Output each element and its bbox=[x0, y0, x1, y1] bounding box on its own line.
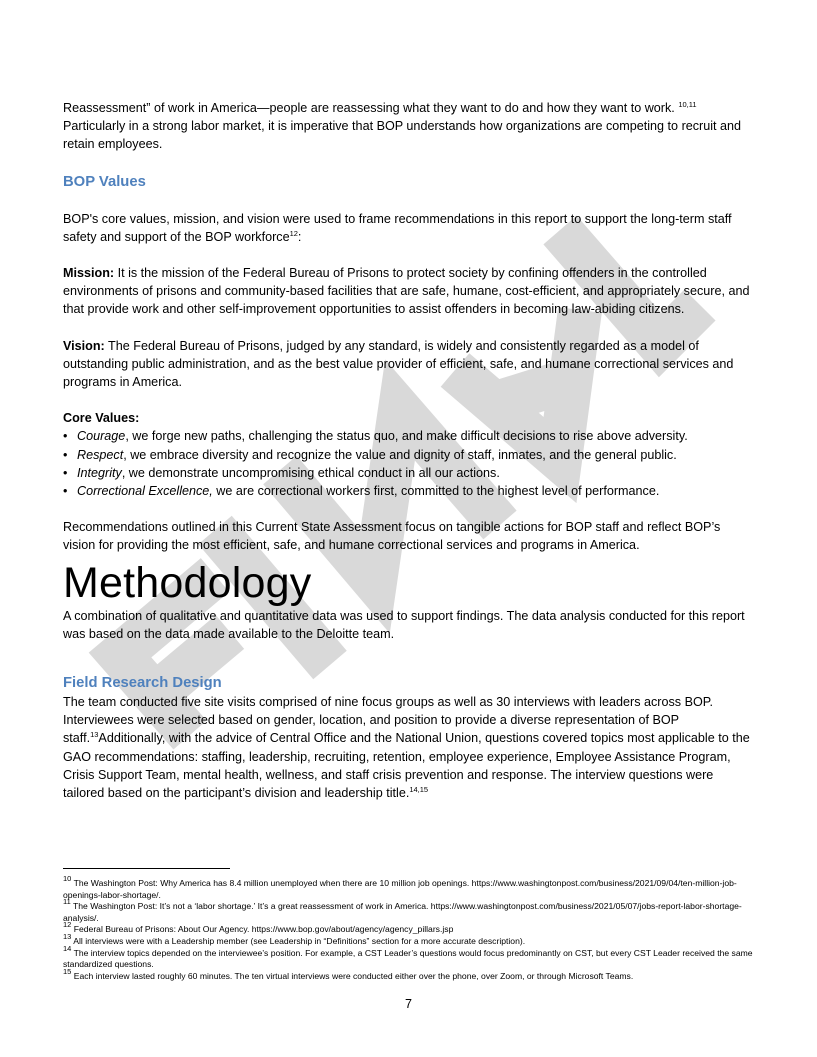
intro-rest: Particularly in a strong labor market, it is imperative that BOP understands how organizations are competing to recruit and retain employees. bbox=[63, 119, 742, 152]
footnote bbox=[63, 966, 753, 983]
vision-paragraph bbox=[63, 337, 753, 392]
bullet-icon: • bbox=[63, 484, 68, 499]
vision-text: The Federal Bureau of Prisons, judged by any standard, is widely and consistently regarded as a model of outstanding public administration, and as the best value provider of efficient, safe, and humane correctional services and programs in America. bbox=[63, 338, 734, 390]
bullet-icon: • bbox=[63, 447, 68, 462]
footnote bbox=[63, 874, 753, 901]
footnote-ref: 14,15 bbox=[409, 785, 429, 795]
value-term: Integrity bbox=[77, 465, 122, 480]
footnote bbox=[63, 920, 753, 936]
methodology-heading: Methodology bbox=[63, 558, 312, 607]
value-text: , we embrace diversity and recognize the value and dignity of staff, inmates, and the general public. bbox=[123, 447, 677, 462]
bop-values-heading: BOP Values bbox=[63, 173, 146, 190]
bop-values-intro-end: : bbox=[297, 229, 302, 244]
footnote-number: 13 bbox=[63, 931, 72, 941]
field-research-heading: Field Research Design bbox=[63, 675, 222, 692]
field-research-paragraph bbox=[63, 693, 753, 802]
core-values-label: Core Values: bbox=[63, 411, 140, 426]
list-item bbox=[63, 482, 753, 500]
bullet-icon: • bbox=[63, 465, 68, 480]
footnote-ref: 12 bbox=[289, 228, 298, 238]
vision-label: Vision: bbox=[63, 338, 105, 353]
list-item bbox=[63, 446, 753, 464]
value-text: , we demonstrate uncompromising ethical conduct in all our actions. bbox=[121, 465, 500, 480]
footnote-number: 14 bbox=[63, 943, 72, 953]
mission-label: Mission: bbox=[63, 266, 115, 281]
methodology-paragraph: A combination of qualitative and quantitative data was used to support findings. The data analysis conducted for this report was based on the data made available to the Deloitte team. bbox=[63, 608, 745, 641]
bop-values-intro bbox=[63, 210, 753, 246]
value-term: Respect bbox=[77, 447, 124, 462]
bullet-icon: • bbox=[63, 429, 68, 444]
footnote-number: 15 bbox=[63, 966, 72, 976]
footnote-text: Federal Bureau of Prisons: About Our Agency. https://www.bop.gov/about/agency/agency_pillars.jsp bbox=[73, 924, 454, 935]
footnote bbox=[63, 897, 753, 924]
value-text: we are correctional workers first, committed to the highest level of performance. bbox=[212, 484, 660, 499]
footnote-text: The Washington Post: It’s not a ‘labor shortage.’ It’s a great reassessment of work in America. https://www.washingtonpost.com/business/2021/05/07/jobs-report-labor-shortage-analysis/. bbox=[63, 901, 742, 923]
value-term: Correctional Excellence, bbox=[77, 484, 213, 499]
value-text: , we forge new paths, challenging the status quo, and make difficult decisions to rise above adversity. bbox=[125, 429, 688, 444]
core-values-section bbox=[63, 409, 753, 500]
mission-paragraph bbox=[63, 264, 753, 319]
footnote-text: The Washington Post: Why America has 8.4 million unemployed when there are 10 million job openings. https://www.washingtonpost.com/business/2021/09/04/ten-million-job-openings-labor-shortage/. bbox=[63, 878, 737, 900]
page-number: 7 bbox=[404, 997, 412, 1011]
recommendations-paragraph: Recommendations outlined in this Current State Assessment focus on tangible actions for BOP staff and reflect BOP’s vision for providing the most efficient, safe, and humane correctional services and programs in America. bbox=[63, 520, 721, 553]
footnote bbox=[63, 931, 753, 948]
footnote-ref: 13 bbox=[90, 730, 99, 740]
list-item bbox=[63, 464, 753, 482]
footnote-number: 12 bbox=[63, 920, 72, 930]
footnote bbox=[63, 943, 753, 971]
list-item bbox=[63, 427, 753, 445]
page-content bbox=[63, 99, 753, 802]
footnote-text: The interview topics depended on the interviewee’s position. For example, a CST Leader’s questions would focus predominantly on CST, but every CST Leader received the same standardized questions. bbox=[63, 947, 753, 970]
footnote-text: All interviews were with a Leadership member (see Leadership in “Definitions” section for a more accurate description). bbox=[73, 935, 526, 946]
footnote-number: 10 bbox=[63, 874, 72, 883]
footnote-text: Each interview lasted roughly 60 minutes. The ten virtual interviews were conducted either over the phone, over Zoom, or through Microsoft Teams. bbox=[73, 970, 634, 981]
field-research-text-b: Additionally, with the advice of Central Office and the National Union, questions covered topics most applicable to the GAO recommendations: staffing, leadership, recruiting, retention, employee experience, Employee Assistance Program, Crisis Support Team, mental health, wellness, and staff crisis prevention and response. The interview questions were tailored based on the participant’s division and leadership title. bbox=[63, 731, 750, 801]
footnote-ref: 10,11 bbox=[678, 100, 697, 109]
core-values-list bbox=[63, 427, 753, 500]
footnotes bbox=[63, 868, 753, 982]
field-research-text-a: The team conducted five site visits comprised of nine focus groups as well as 30 interviews with leaders across BOP. Interviewees were selected based on gender, location, and position to provide a diverse representation of BOP staff. bbox=[63, 695, 714, 746]
mission-text: It is the mission of the Federal Bureau of Prisons to protect society by confining offenders in the controlled environments of prisons and community-based facilities that are safe, humane, cost-efficient, and appropriately secure, and that provide work and other self-improvement opportunities to assist offenders in becoming law-abiding citizens. bbox=[63, 266, 750, 317]
bop-values-intro-text: BOP's core values, mission, and vision were used to frame recommendations in this report to support the long-term staff safety and support of the BOP workforce bbox=[63, 211, 732, 244]
value-term: Courage bbox=[77, 429, 126, 444]
footnote-number: 11 bbox=[63, 897, 71, 907]
footnote-separator bbox=[63, 868, 230, 869]
intro-paragraph bbox=[63, 99, 753, 154]
intro-line: Reassessment” of work in America—people are reassessing what they want to do and how they want to work. bbox=[63, 101, 675, 115]
